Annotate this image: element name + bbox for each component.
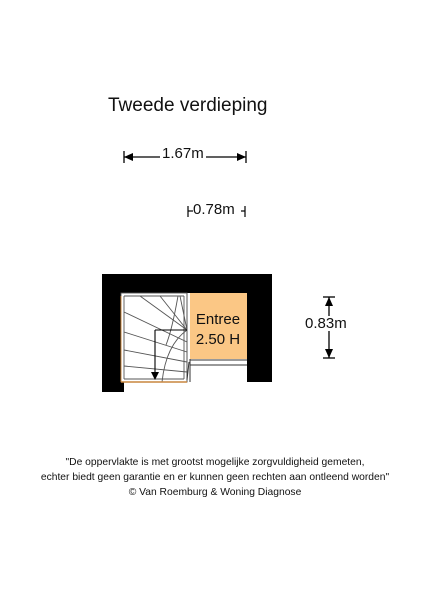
room-name: Entree (195, 311, 241, 328)
room-height: 2.50 H (195, 331, 241, 348)
depth-label: 0.83m (305, 315, 347, 332)
disclaimer-line-1: "De oppervlakte is met grootst mogelijke zorgvuldigheid gemeten, (65, 457, 365, 468)
disclaimer-line-2: echter biedt geen garantie en er kunnen geen rechten aan ontleend worden" (40, 472, 390, 483)
stair-width-label: 0.78m (193, 201, 235, 218)
copyright-line: © Van Roemburg & Woning Diagnose (128, 487, 302, 498)
floor-title: Tweede verdieping (108, 95, 268, 116)
stairs (121, 293, 187, 382)
railing (187, 359, 247, 382)
disclaimer (0, 455, 430, 500)
width-label: 1.67m (162, 145, 204, 162)
